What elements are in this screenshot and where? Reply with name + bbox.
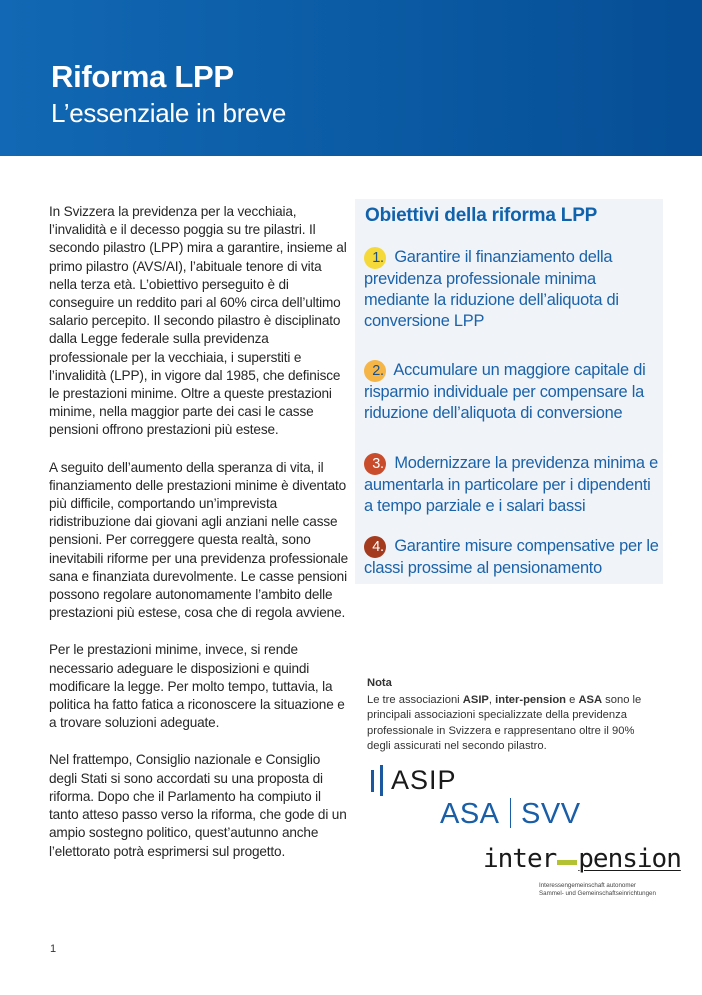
objective-item-2 [364, 360, 662, 424]
paragraph: Per le prestazioni minime, invece, si rende necessario adeguare le disposizioni e quindi modificare la legge. Per molto tempo, tuttavia, la politica ha fatto fatica a riconoscere la situazione e a trovare soluzioni adeguate. [49, 642, 345, 731]
objective-item-3 [364, 453, 662, 517]
paragraph: In Svizzera la previdenza per la vecchiaia, l’invalidità e il decesso poggia su tre pilastri. Il secondo pilastro (LPP) mira a garantire, insieme al primo pilastro (AVS/AI), l’abituale tenore di vita nella terza età. L’obiettivo perseguito è di conseguire un reddito pari al 60% circa dell’ultimo salario percepito. Il secondo pilastro è disciplinato dalla Legge federale sulla previdenza professionale per la vecchiaia, i superstiti e l’invalidità (LPP), in vigore dal 1985, che definisce le prestazioni minime. Oltre a queste prestazioni minime, nella maggior parte dei casi le casse pensioni offrono prestazioni più estese. [49, 204, 347, 438]
asip-logo-text: ASIP [391, 764, 457, 795]
page-subtitle: L’essenziale in breve [51, 98, 287, 128]
svv-text: SVV [521, 798, 581, 830]
inter-pension-tagline: Interessengemeinschaft autonomer Sammel- und Gemeinschaftseinrichtungen [539, 882, 656, 897]
page-title: Riforma LPP [51, 59, 234, 94]
page-number: 1 [50, 943, 57, 955]
objectives-box [355, 199, 663, 584]
note-label: Nota [367, 677, 392, 689]
objective-text: Accumulare un maggiore capitale di risparmio individuale per compensare la riduzione dell’aliquota di conversione [364, 361, 646, 423]
logo-dot-icon [557, 860, 577, 865]
paragraph: A seguito dell’aumento della speranza di vita, il finanziamento delle prestazioni minime è diventato più difficile, comportando un’imprevista ridistribuzione dai giovani agli anziani nelle casse pensioni. Per correggere questa realtà, sono inevitabili riforme per una previdenza professionale sana e finanziata durevolmente. Le casse pensioni possono regolare autonomamente l’ambito delle prestazioni più estese, cosa che di regola avviene. [49, 459, 348, 621]
number-badge: 3. [364, 453, 386, 475]
asa-text: ASA [440, 798, 500, 830]
objective-text: Garantire misure compensative per le classi prossime al pensionamento [364, 537, 659, 577]
asa-svv-logo [440, 798, 581, 831]
paragraph: Nel frattempo, Consiglio nazionale e Consiglio degli Stati si sono accordati su una proposta di riforma. Dopo che il Parlamento ha compiuto il tanto atteso passo verso la riforma, che gode di un ampio sostegno politico, quest’autunno anche l’elettorato potrà esprimersi sul progetto. [49, 752, 347, 859]
number-badge: 2. [364, 360, 386, 382]
objective-text: Garantire il finanziamento della previdenza professionale minima mediante la riduzione dell’aliquota di conversione LPP [364, 248, 619, 331]
objectives-title: Obiettivi della riforma LPP [365, 205, 598, 226]
asip-bars-icon [371, 765, 383, 796]
body-text [49, 203, 351, 880]
asip-logo [371, 764, 457, 796]
header-banner [0, 0, 702, 156]
inter-pension-wordmark: inter pension [483, 844, 681, 874]
inter-pension-logo [483, 844, 681, 904]
objective-item-4 [364, 536, 662, 579]
note-text: Le tre associazioni ASIP, inter-pension e ASA sono le principali associazioni specializzate della previdenza professionale in Svizzera e rappresentano oltre il 90% degli assicurati nel secondo pilastro. [367, 694, 642, 752]
note-block [367, 676, 657, 754]
number-badge: 4. [364, 536, 386, 558]
logo-divider [510, 798, 512, 828]
objective-item-1 [364, 247, 662, 333]
objective-text: Modernizzare la previdenza minima e aumentarla in particolare per i dipendenti a tempo parziale e i salari bassi [364, 454, 658, 516]
number-badge: 1. [364, 247, 386, 269]
